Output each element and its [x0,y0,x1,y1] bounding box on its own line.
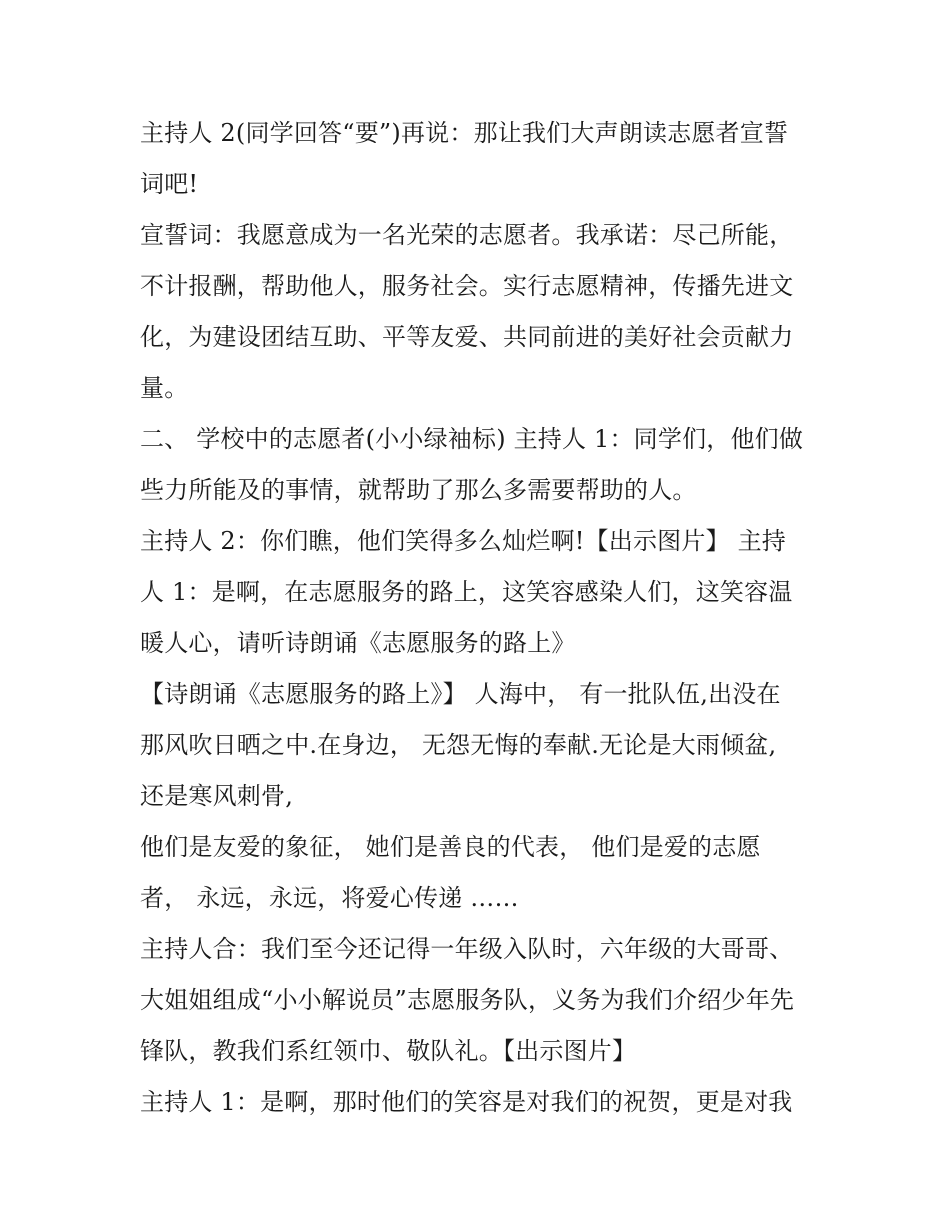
text-line: 词吧! [140,170,199,198]
text-line: 些力所能及的事情，就帮助了那么多需要帮助的人。 [140,476,697,504]
text-line: 者， 永远，永远，将爱心传递 …… [140,884,519,912]
text-line: 主持人 2：你们瞧，他们笑得多么灿烂啊!【出示图片】 主持 [140,527,786,555]
text-line: 那风吹日晒之中.在身边， 无怨无悔的奉献.无论是大雨倾盆, [140,731,777,759]
text-line: 人 1：是啊，在志愿服务的路上，这笑容感染人们，这笑容温 [140,578,793,606]
document-body [140,108,820,1128]
text-line: 不计报酬，帮助他人，服务社会。实行志愿精神，传播先进文 [140,272,794,300]
text-line: 二、 学校中的志愿者(小小绿袖标) 主持人 1：同学们，他们做 [140,425,804,453]
text-line: 宣誓词：我愿意成为一名光荣的志愿者。我承诺：尽己所能， [140,221,794,249]
text-line: 主持人 2(同学回答“要”)再说：那让我们大声朗读志愿者宣誓 [140,119,789,147]
text-line: 量。 [140,374,189,402]
text-line: 化，为建设团结互助、平等友爱、共同前进的美好社会贡献力 [140,323,794,351]
text-line: 暖人心，请听诗朗诵《志愿服务的路上》 [140,629,576,657]
text-line: 大姐姐组成“小小解说员”志愿服务队，义务为我们介绍少年先 [140,986,795,1014]
text-line: 锋队，教我们系红领巾、敬队礼。【出示图片】 [140,1037,637,1065]
text-line: 还是寒风刺骨, [140,782,294,810]
text-line: 他们是友爱的象征， 她们是善良的代表， 他们是爱的志愿 [140,833,761,861]
text-line: 主持人 1：是啊，那时他们的笑容是对我们的祝贺，更是对我 [140,1088,793,1116]
text-line: 主持人合：我们至今还记得一年级入队时，六年级的大哥哥、 [140,935,794,963]
text-line: 【诗朗诵《志愿服务的路上》】 人海中， 有一批队伍,出没在 [140,680,781,708]
